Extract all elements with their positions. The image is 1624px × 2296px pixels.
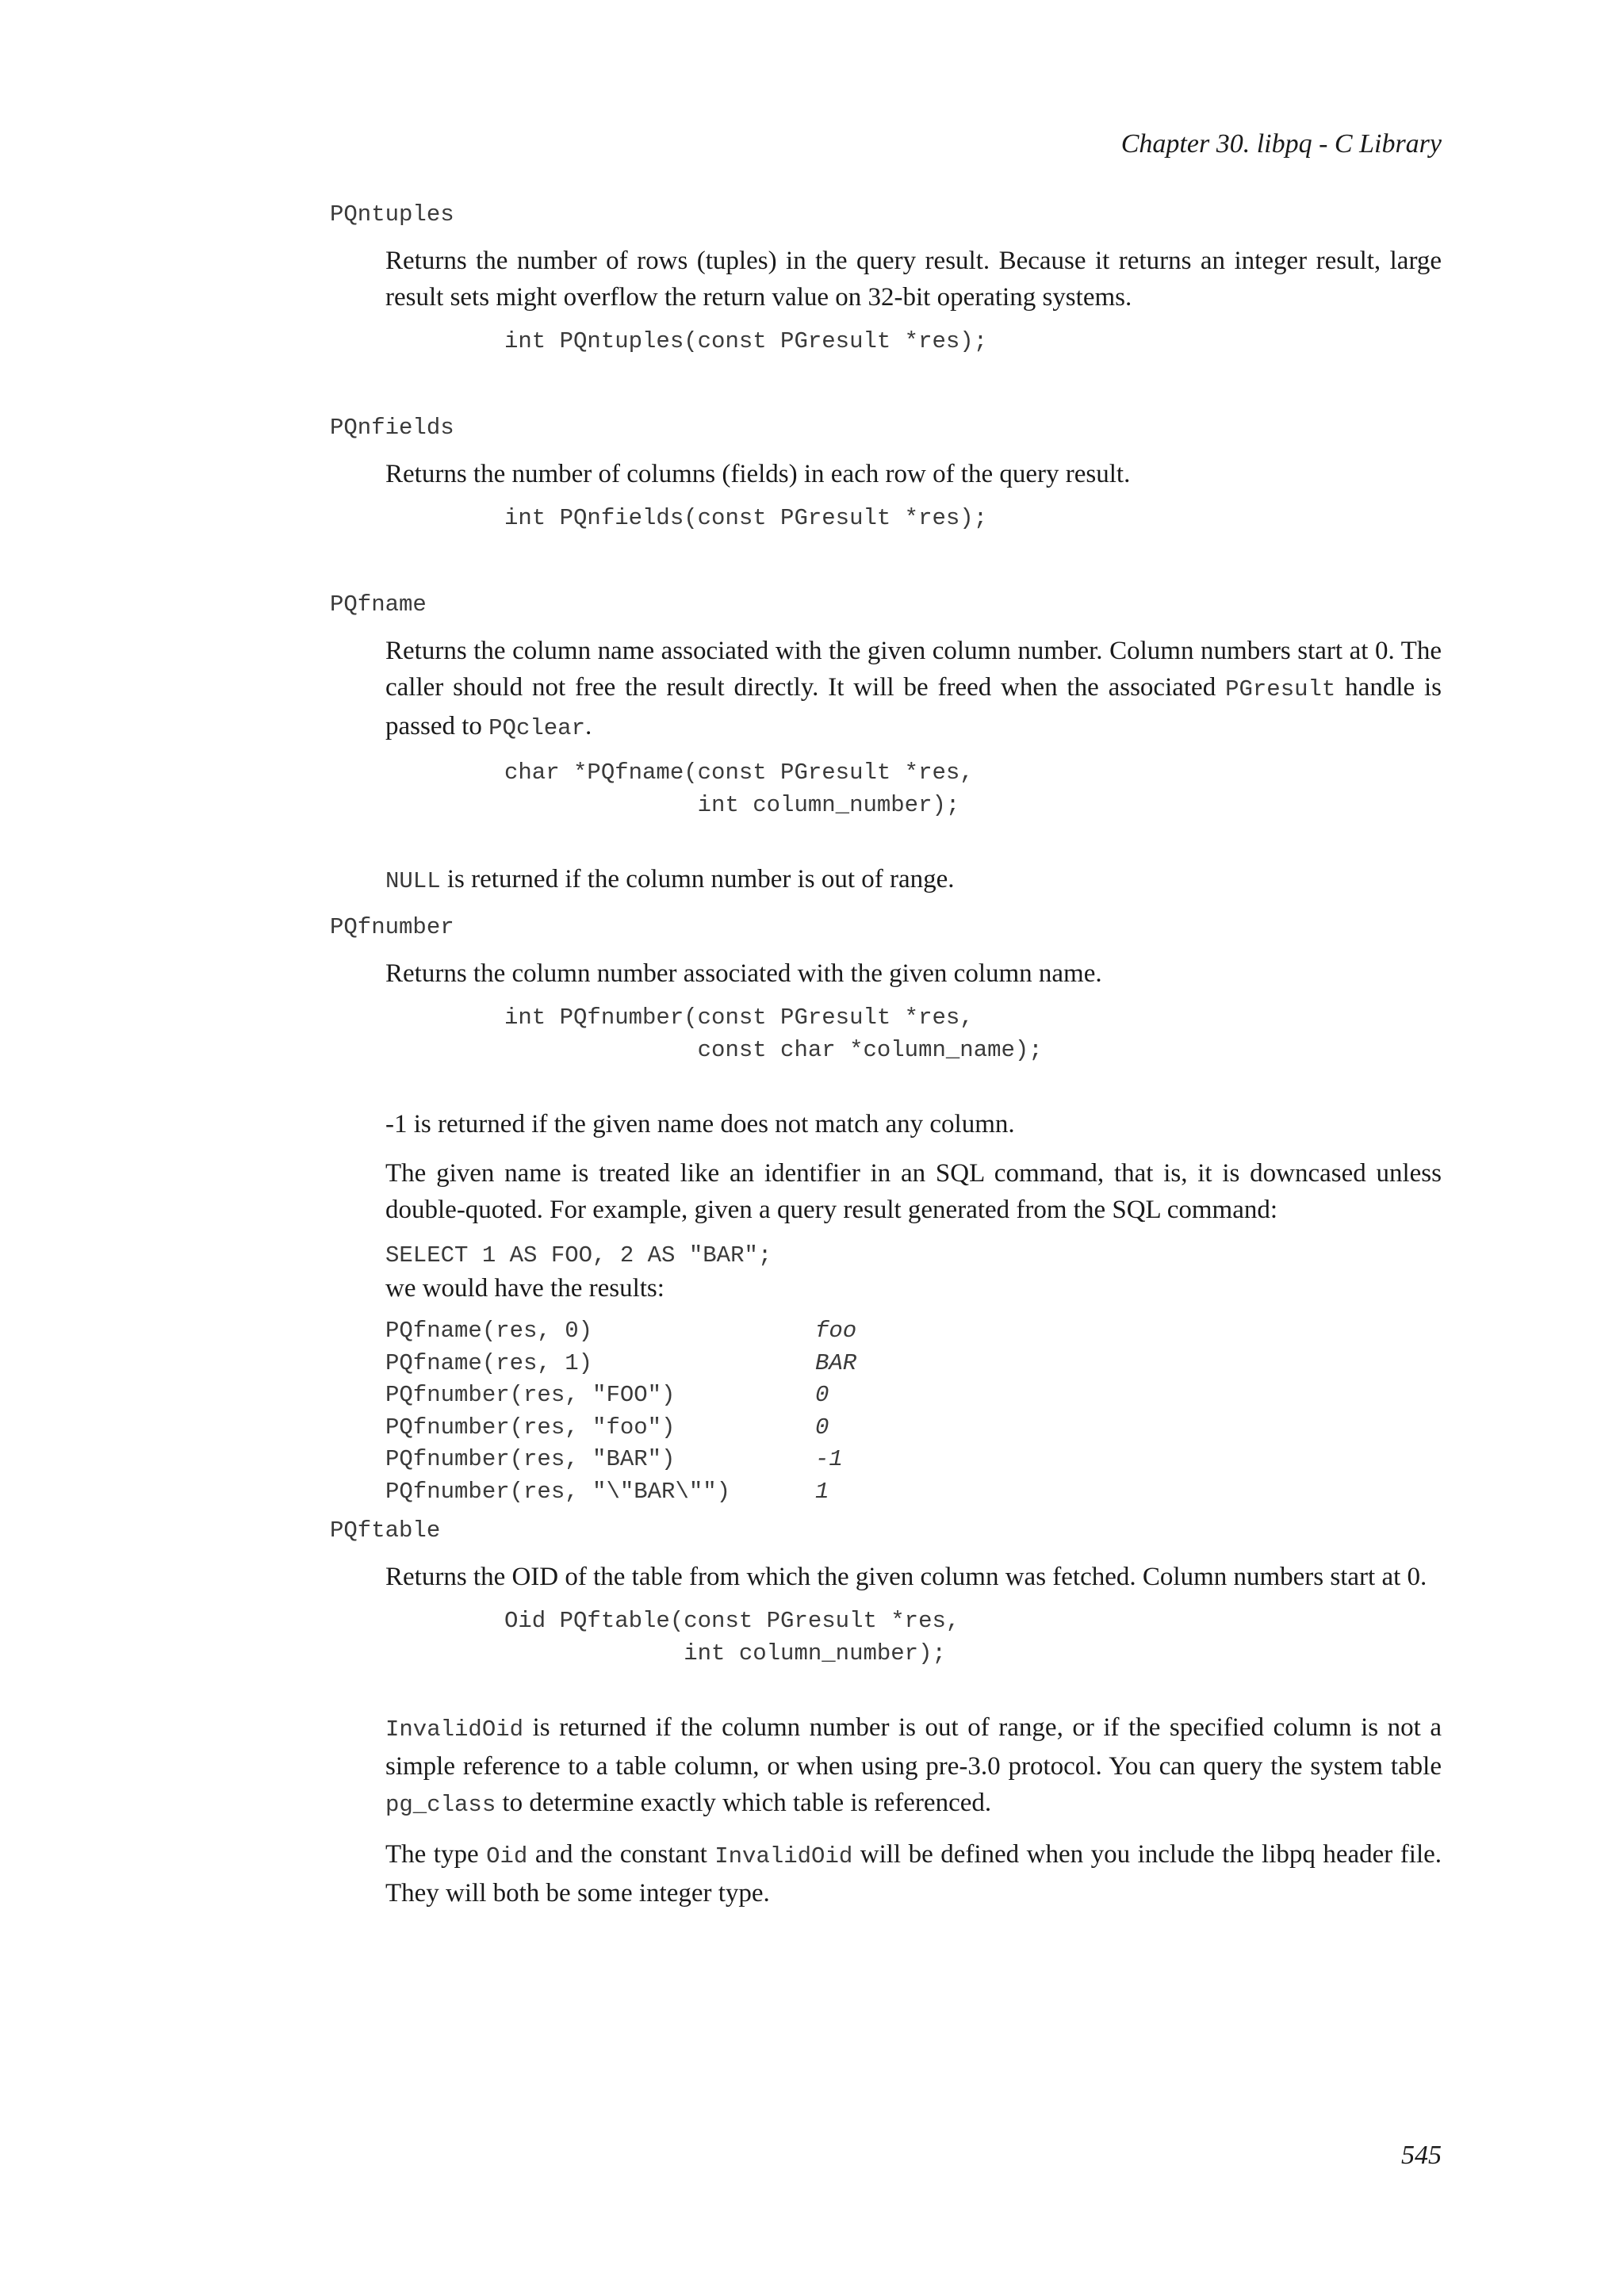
term-pqfnumber: PQfnumber <box>330 914 454 940</box>
return-note <box>385 1709 1442 1823</box>
description-text: Returns the column name associated with the given column number. Column numbers start at 0. The caller should not free the result directly. It will be freed when the associated <box>385 637 1442 702</box>
term-pqntuples: PQntuples <box>330 201 454 228</box>
description: Returns the number of rows (tuples) in the query result. Because it returns an integer result, large result sets might overflow the return value on 32-bit operating systems. <box>385 247 1442 312</box>
page-content <box>330 198 1442 1911</box>
example-call: PQfname(res, 0) <box>385 1318 593 1344</box>
table-row <box>385 1380 856 1412</box>
example-call: PQfnumber(res, "\"BAR\"") <box>385 1478 731 1505</box>
term-pqnfields: PQnfields <box>330 415 454 441</box>
running-header: Chapter 30. libpq - C Library <box>1120 129 1442 159</box>
example-result: -1 <box>815 1446 843 1472</box>
function-synopsis: int PQntuples(const PGresult *res); <box>504 328 988 354</box>
code-pg-class: pg_class <box>385 1792 496 1818</box>
definition-pqfname <box>385 633 1442 900</box>
example-call: PQfnumber(res, "foo") <box>385 1414 676 1441</box>
definition-pqntuples <box>385 243 1442 358</box>
return-note-text: to determine exactly which table is referenced. <box>496 1789 992 1817</box>
code-pgresult: PGresult <box>1225 676 1336 702</box>
page-number: 545 <box>1401 2141 1442 2170</box>
description: Returns the column number associated with the given column name. <box>385 959 1102 988</box>
example-call: PQfname(res, 1) <box>385 1349 593 1376</box>
results-table <box>385 1315 856 1508</box>
example-result: 0 <box>815 1382 829 1408</box>
return-note-text: is returned if the column number is out of range, or if the specified column is not a simple reference to a table column, or when using pre-3.0 protocol. You can query the system table <box>385 1713 1442 1781</box>
type-note-text: will be defined when you include the libpq header file. They will both be some integer type. <box>385 1840 1442 1908</box>
return-note-text: is returned if the column number is out of range. <box>440 865 955 894</box>
entry-pqfnumber <box>330 911 1442 1508</box>
example-call: PQfnumber(res, "FOO") <box>385 1382 676 1408</box>
definition-pqnfields <box>385 456 1442 534</box>
example-call: PQfnumber(res, "BAR") <box>385 1446 676 1472</box>
results-intro: we would have the results: <box>385 1274 665 1303</box>
code-pqclear: PQclear <box>488 715 585 741</box>
table-row <box>385 1444 856 1476</box>
table-row <box>385 1348 856 1380</box>
type-note-text: The type <box>385 1840 487 1869</box>
return-note <box>385 861 1442 900</box>
table-row <box>385 1412 856 1445</box>
term-pqftable: PQftable <box>330 1517 441 1544</box>
code-invalidoid: InvalidOid <box>714 1843 853 1869</box>
example-result: foo <box>815 1318 857 1344</box>
definition-pqfnumber <box>385 955 1442 1508</box>
example-result: BAR <box>815 1349 857 1376</box>
description: Returns the OID of the table from which the given column was fetched. Column numbers start at 0. <box>385 1563 1427 1591</box>
definition-pqftable <box>385 1559 1442 1911</box>
description <box>385 633 1442 747</box>
entry-pqnfields <box>330 411 1442 534</box>
example-result: 1 <box>815 1478 829 1505</box>
description-text: . <box>584 712 592 740</box>
description-text: handle is passed to <box>385 673 1442 740</box>
code-null: NULL <box>385 868 441 894</box>
sql-example: SELECT 1 AS FOO, 2 AS "BAR"; <box>385 1242 772 1269</box>
table-row <box>385 1315 856 1348</box>
code-invalidoid: InvalidOid <box>385 1716 524 1743</box>
function-synopsis: Oid PQftable(const PGresult *res, int column_number); <box>504 1608 960 1667</box>
type-note <box>385 1836 1442 1911</box>
entry-pqftable <box>330 1514 1442 1911</box>
function-synopsis: int PQfnumber(const PGresult *res, const char *column_name); <box>504 1004 1043 1063</box>
example-result: 0 <box>815 1414 829 1441</box>
type-note-text: and the constant <box>527 1840 715 1869</box>
return-note: -1 is returned if the given name does not match any column. <box>385 1110 1015 1138</box>
description: Returns the number of columns (fields) in each row of the query result. <box>385 460 1131 488</box>
table-row <box>385 1476 856 1509</box>
term-pqfname: PQfname <box>330 591 427 618</box>
entry-pqfname <box>330 588 1442 900</box>
function-synopsis: char *PQfname(const PGresult *res, int column_number); <box>504 760 974 818</box>
entry-pqntuples <box>330 198 1442 358</box>
function-synopsis: int PQnfields(const PGresult *res); <box>504 505 988 531</box>
identifier-note: The given name is treated like an identifier in an SQL command, that is, it is downcased unless double-quoted. For example, given a query result generated from the SQL command: <box>385 1159 1442 1224</box>
code-oid: Oid <box>486 1843 528 1869</box>
